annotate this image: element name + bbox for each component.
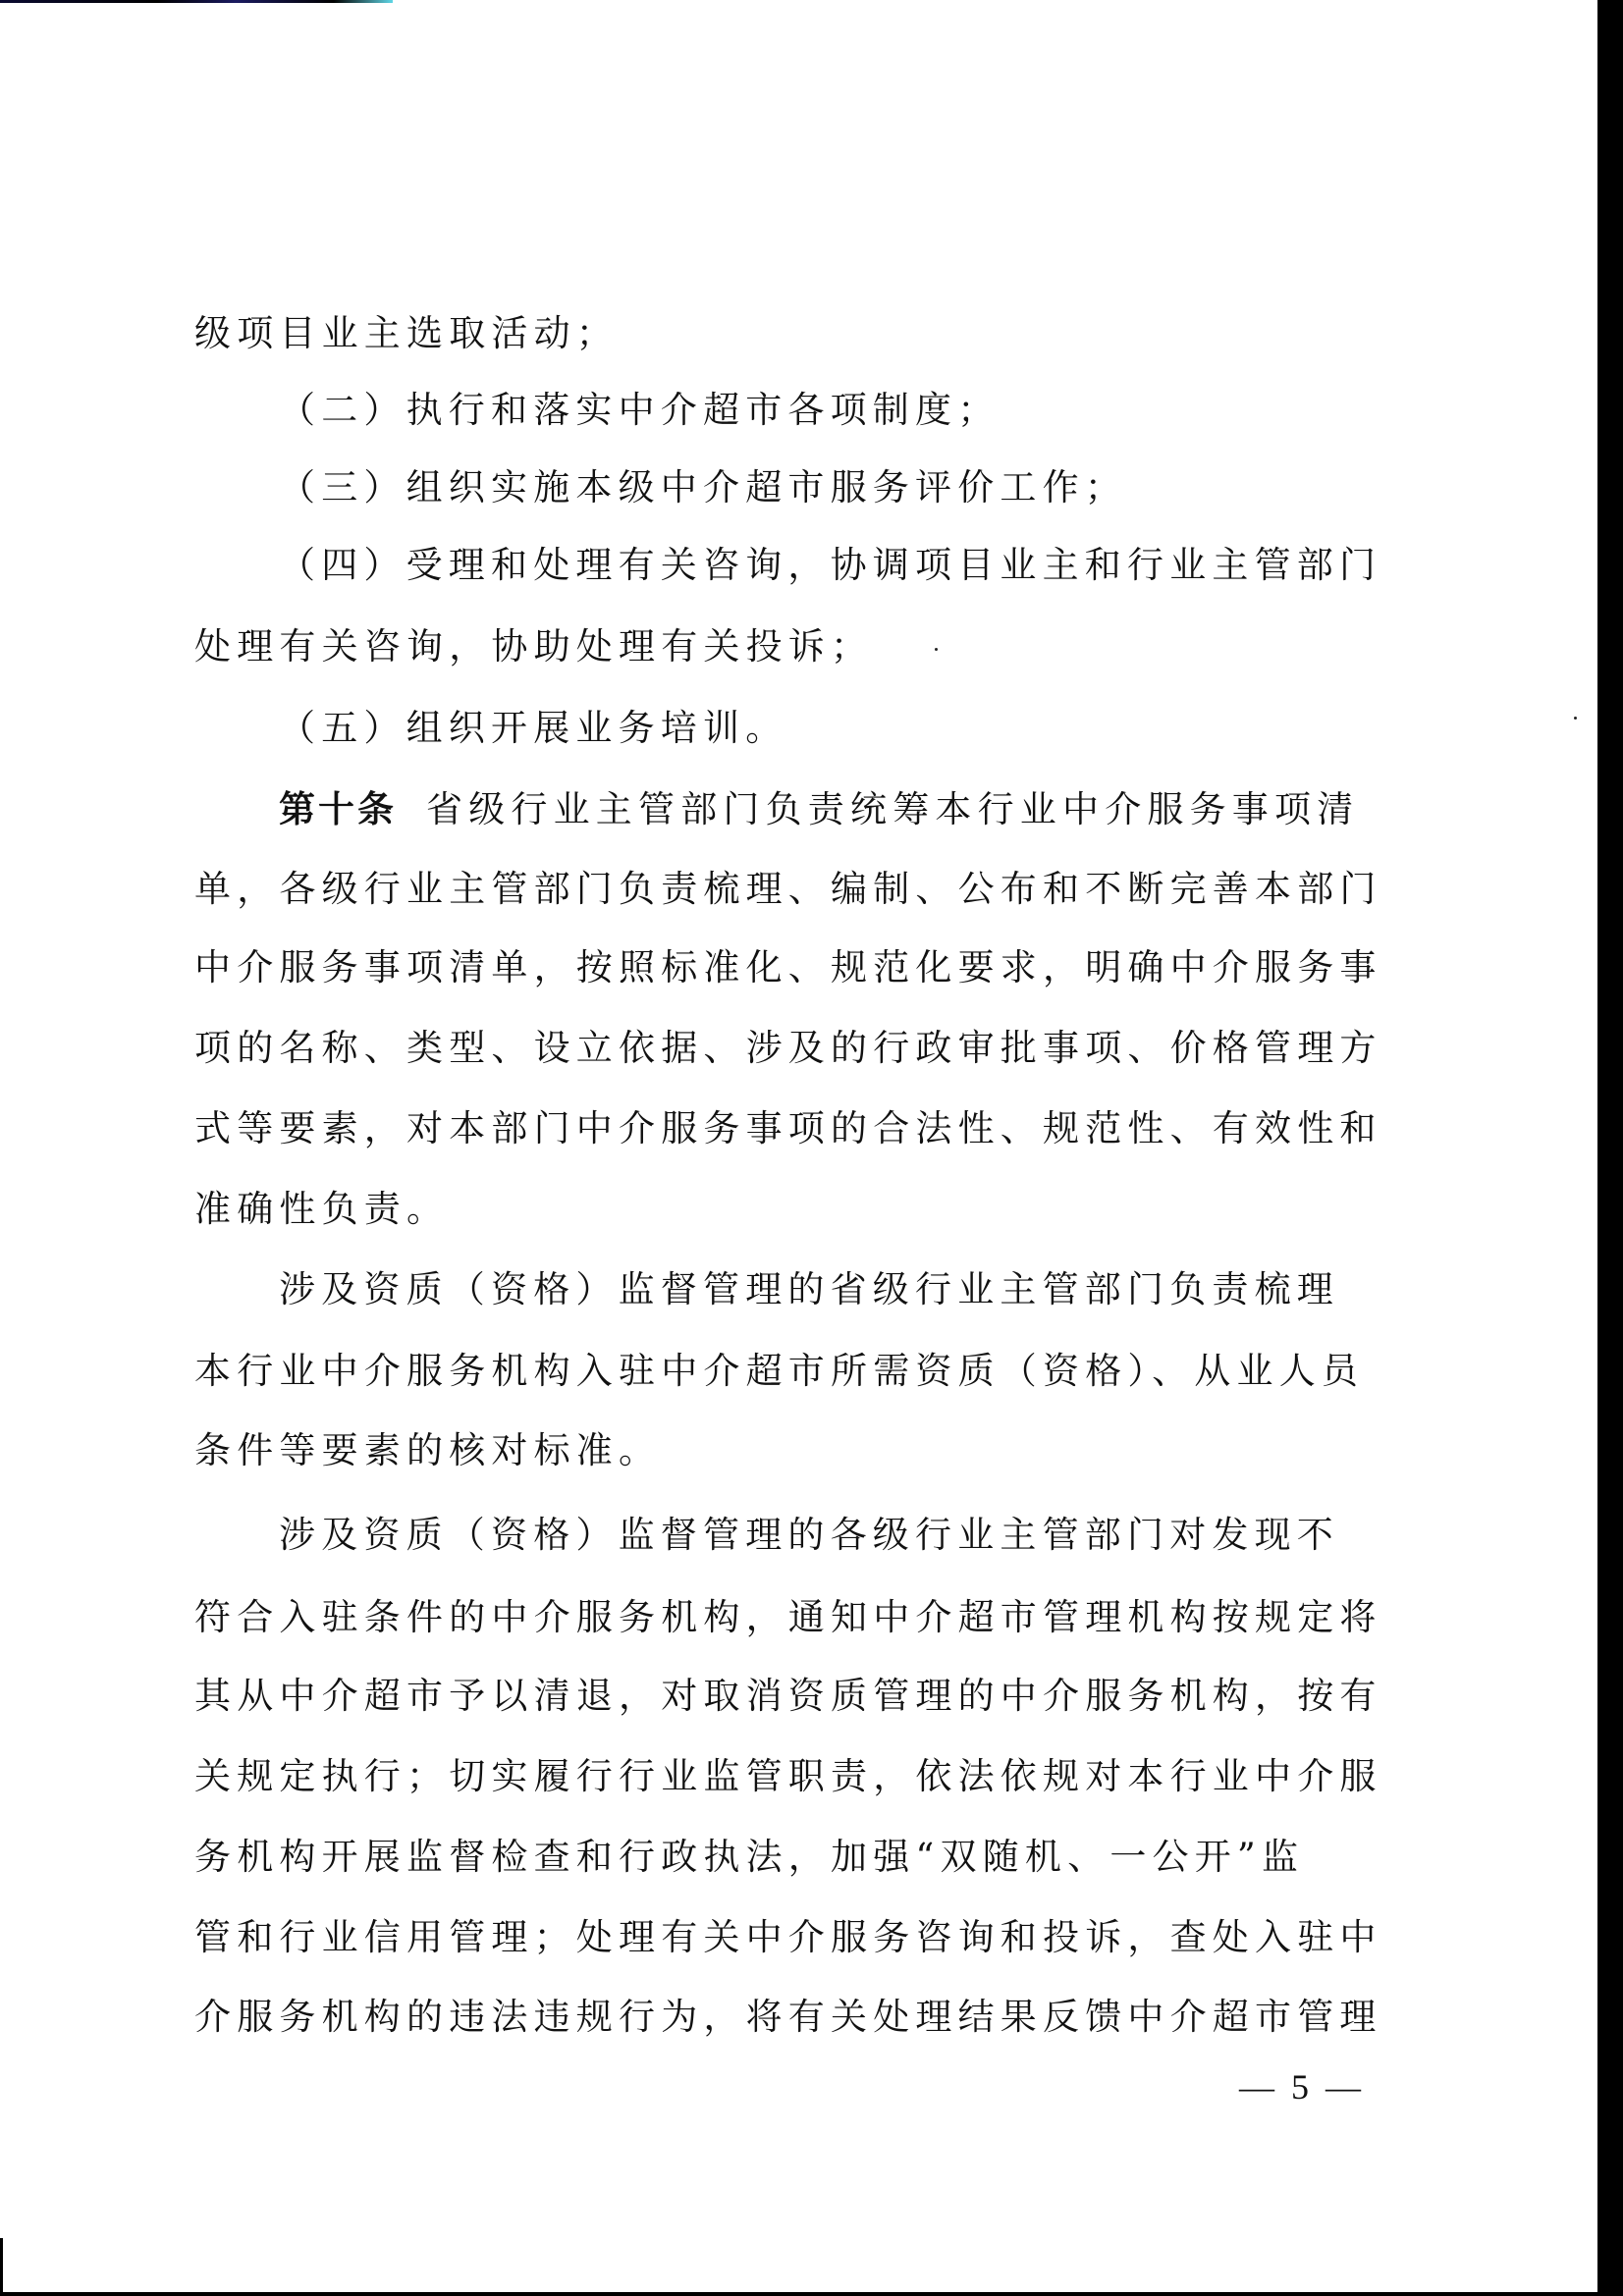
scan-speck (1574, 717, 1577, 720)
text-line: 其从中介超市予以清退，对取消资质管理的中介服务机构，按有 (194, 1675, 1382, 1717)
text-line: 介服务机构的违法违规行为，将有关处理结果反馈中介超市管理 (194, 1996, 1382, 2038)
text-line: 关规定执行；切实履行行业监管职责，依法依规对本行业中介服 (194, 1755, 1382, 1797)
scan-border-right (1597, 0, 1623, 2296)
text-line: 本行业中介服务机构入驻中介超市所需资质（资格）、从业人员 (194, 1350, 1365, 1392)
scan-border-bottom (0, 2292, 1623, 2296)
paragraph-start: 涉及资质（资格）监督管理的各级行业主管部门对发现不 (279, 1514, 1339, 1556)
text-line: 处理有关咨询，协助处理有关投诉； (194, 625, 874, 667)
scan-speck (935, 648, 938, 651)
article-heading: 第十条 (279, 788, 397, 830)
page-number: — 5 — (1239, 2067, 1365, 2107)
list-item-4: （四）受理和处理有关咨询，协调项目业主和行业主管部门 (279, 544, 1382, 586)
text-line: 条件等要素的核对标准。 (194, 1429, 662, 1471)
list-item-3: （三）组织实施本级中介超市服务评价工作； (279, 466, 1127, 508)
text-line: 管和行业信用管理；处理有关中介服务咨询和投诉，查处入驻中 (194, 1916, 1382, 1958)
scan-border-left (0, 2238, 3, 2296)
scan-artifact-top (0, 0, 393, 3)
article-10-first-line (279, 788, 1359, 831)
text-line: 中介服务事项清单，按照标准化、规范化要求，明确中介服务事 (194, 946, 1382, 988)
text-line: 符合入驻条件的中介服务机构，通知中介超市管理机构按规定将 (194, 1596, 1382, 1638)
list-item-2: （二）执行和落实中介超市各项制度； (279, 389, 1001, 431)
text-line: 级项目业主选取活动； (194, 312, 619, 354)
paragraph-start: 涉及资质（资格）监督管理的省级行业主管部门负责梳理 (279, 1268, 1339, 1310)
article-text: 省级行业主管部门负责统筹本行业中介服务事项清 (426, 788, 1360, 830)
text-line: 务机构开展监督检查和行政执法，加强“双随机、一公开”监 (194, 1836, 1305, 1878)
text-line: 准确性负责。 (194, 1188, 450, 1230)
text-line: 项的名称、类型、设立依据、涉及的行政审批事项、价格管理方 (194, 1027, 1382, 1069)
text-line: 式等要素，对本部门中介服务事项的合法性、规范性、有效性和 (194, 1107, 1382, 1149)
text-line: 单，各级行业主管部门负责梳理、编制、公布和不断完善本部门 (194, 868, 1382, 910)
list-item-5: （五）组织开展业务培训。 (279, 707, 788, 749)
